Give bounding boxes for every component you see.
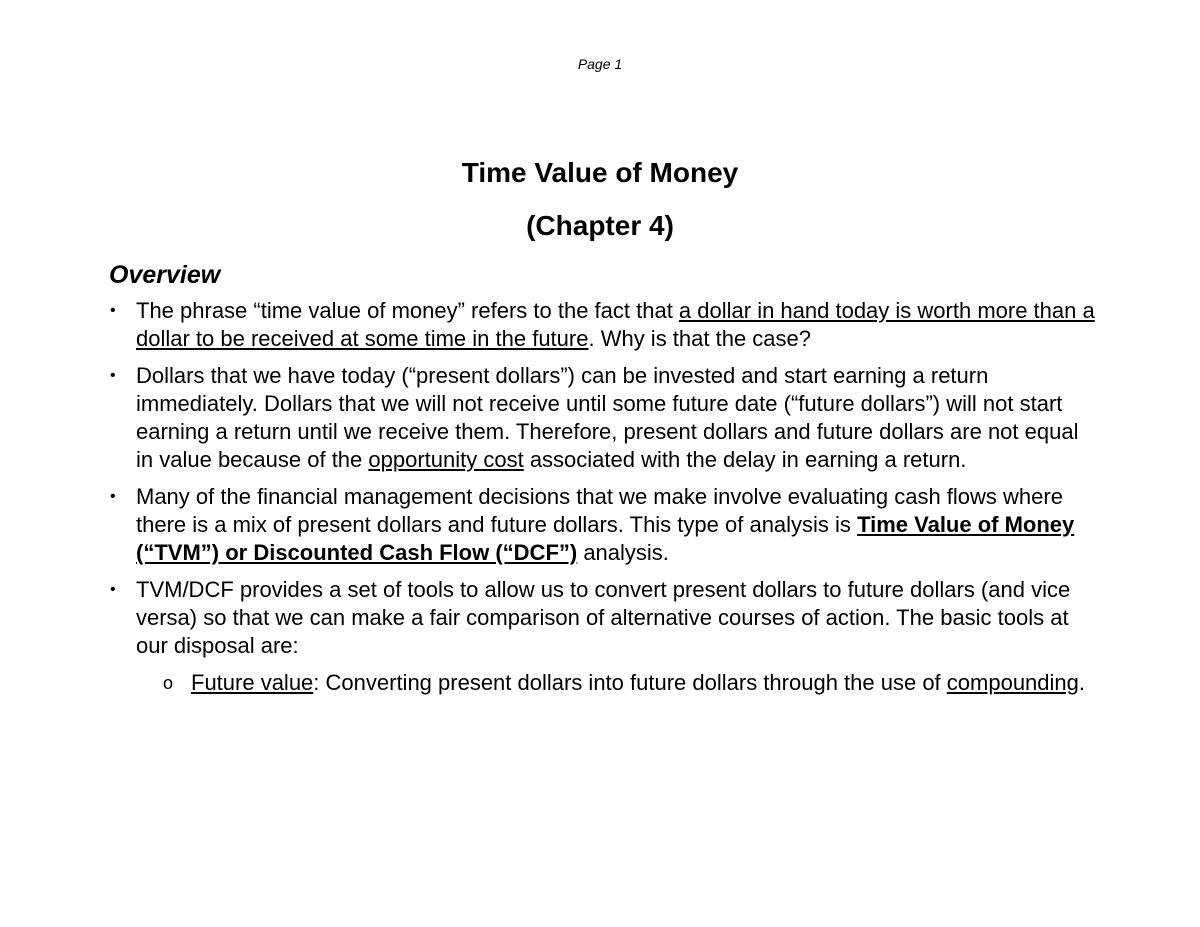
bullet-marker-icon: • — [110, 367, 116, 384]
sub-bullet-marker-icon: o — [163, 673, 174, 693]
bullet-item-financial-decisions — [105, 483, 1095, 567]
section-heading-overview: Overview — [109, 261, 221, 289]
bold-underlined-term-tvm-dcf: Time Value of Money (“TVM”) or Discounted Cash Flow (“DCF”) — [136, 512, 1075, 565]
bullet-text: Dollars that we have today (“present dollars”) can be invested and start earning a return immediately. Dollars that we will not receive until some future date (“future dollars”) will not start earning a return until we receive them. Therefore, present dollars and future dollars are not equal in value because of the — [136, 363, 1079, 472]
document-subtitle: (Chapter 4) — [526, 210, 674, 241]
bullet-text: TVM/DCF provides a set of tools to allow us to convert present dollars to future dollars (and vice versa) so that we can make a fair comparison of alternative courses of action. The basic tools at our disposal are: — [136, 577, 1071, 658]
bullet-marker-icon: • — [110, 488, 116, 505]
underlined-term-compounding: compounding — [946, 670, 1079, 695]
bullet-text: Many of the financial management decisions that we make involve evaluating cash flows where there is a mix of present dollars and future dollars. This type of analysis is — [136, 484, 1063, 537]
underlined-phrase: a dollar in hand today is worth more than a dollar to be received at some time in the future — [136, 298, 1095, 351]
bullet-marker-icon: • — [110, 302, 116, 319]
bullet-text: associated with the delay in earning a return. — [523, 447, 967, 472]
bullet-text: The phrase “time value of money” refers to the fact that — [136, 298, 679, 323]
underlined-term-future-value: Future value — [191, 670, 314, 695]
bullet-marker-icon: • — [110, 581, 116, 598]
underlined-term-opportunity-cost: opportunity cost — [368, 447, 524, 472]
bullet-text: . Why is that the case? — [588, 326, 812, 351]
document-title: Time Value of Money — [461, 157, 739, 188]
sub-bullet-list — [136, 669, 1095, 697]
bullet-text: analysis. — [577, 540, 669, 565]
bullet-item-tvm-tools — [105, 576, 1095, 697]
page-number-label: Page 1 — [577, 56, 623, 72]
sub-item-text: : Converting present dollars into future dollars through the use of — [313, 670, 947, 695]
bullet-item-present-dollars — [105, 362, 1095, 474]
sub-item-future-value — [136, 669, 1095, 697]
bullet-list — [105, 297, 1095, 697]
sub-item-text: . — [1078, 670, 1086, 695]
overview-content — [105, 297, 1095, 706]
bullet-item-time-value-definition — [105, 297, 1095, 353]
